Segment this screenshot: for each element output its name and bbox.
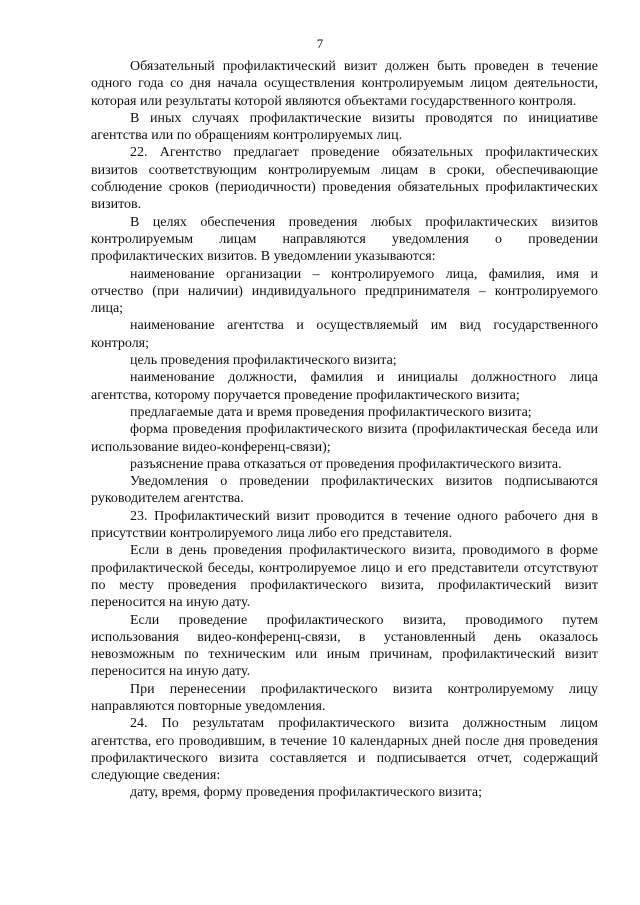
list-item-organization-name: наименование организации – контролируемого лица, фамилия, имя и отчество (при наличии) индивидуального предпринимателя – контролируемого лица; bbox=[91, 266, 598, 317]
paragraph-23-duration: 23. Профилактический визит проводится в течение одного рабочего дня в присутствии контролируемого лица либо его представителя. bbox=[91, 508, 598, 542]
paragraph-notifications-signed: Уведомления о проведении профилактических визитов подписываются руководителем агентства. bbox=[91, 474, 598, 507]
paragraph-24-report: 24. По результатам профилактического визита должностным лицом агентства, его проводившим, в течение 10 календарных дней после дня проведения профилактического визита составляется и подписывается отчет, содержащий следующие сведения: bbox=[91, 716, 598, 784]
list-item-date-time: предлагаемые дата и время проведения профилактического визита; bbox=[130, 404, 532, 420]
list-item-agency-name: наименование агентства и осуществляемый им вид государственного контроля; bbox=[91, 318, 598, 351]
paragraph-repeat-notifications: При перенесении профилактического визита контролируемому лицу направляются повторные уведомления. bbox=[91, 681, 598, 714]
paragraph-other-visits: В иных случаях профилактические визиты проводятся по инициативе агентства или по обращениям контролируемых лиц. bbox=[91, 110, 598, 144]
paragraph-absence-reschedule: Если в день проведения профилактического визита, проводимого в форме профилактической беседы, контролируемое лицо и его представители отсутствуют по месту проведения профилактического визита, профилактический визит переносится на иную дату. bbox=[91, 543, 598, 611]
paragraph-mandatory-visit-deadline: Обязательный профилактический визит должен быть проведен в течение одного года со дня начала осуществления контролируемым лицом деятельности, которая или результаты которой являются объектами государственного контроля. bbox=[91, 59, 598, 109]
list-item-visit-purpose: цель проведения профилактического визита; bbox=[130, 353, 397, 369]
page-number: 7 bbox=[316, 36, 324, 51]
list-item-right-to-refuse: разъяснение права отказаться от проведения профилактического визита. bbox=[130, 456, 562, 472]
paragraph-video-reschedule: Если проведение профилактического визита, проводимого путем использования видео-конференц-связи, в установленный день оказалось невозможным по техническим или иным причинам, профилактический визит переносится на иную дату. bbox=[91, 612, 598, 680]
paragraph-notifications: В целях обеспечения проведения любых профилактических визитов контролируемым лицам направляются уведомления о проведении профилактических визитов. В уведомлении указываются: bbox=[91, 214, 598, 265]
list-item-visit-form: форма проведения профилактического визита (профилактическая беседа или использование видео-конференц-связи); bbox=[91, 422, 598, 455]
list-item-report-date: дату, время, форму проведения профилактического визита; bbox=[130, 785, 482, 801]
document-body bbox=[91, 58, 598, 802]
paragraph-22-offer: 22. Агентство предлагает проведение обязательных профилактических визитов соответствующим контролируемым лицам в сроки, обеспечивающие соблюдение сроков (периодичности) проведения обязательных профилактических визитов. bbox=[91, 145, 598, 213]
list-item-official: наименование должности, фамилия и инициалы должностного лица агентства, которому поручается проведение профилактического визита; bbox=[91, 370, 598, 403]
